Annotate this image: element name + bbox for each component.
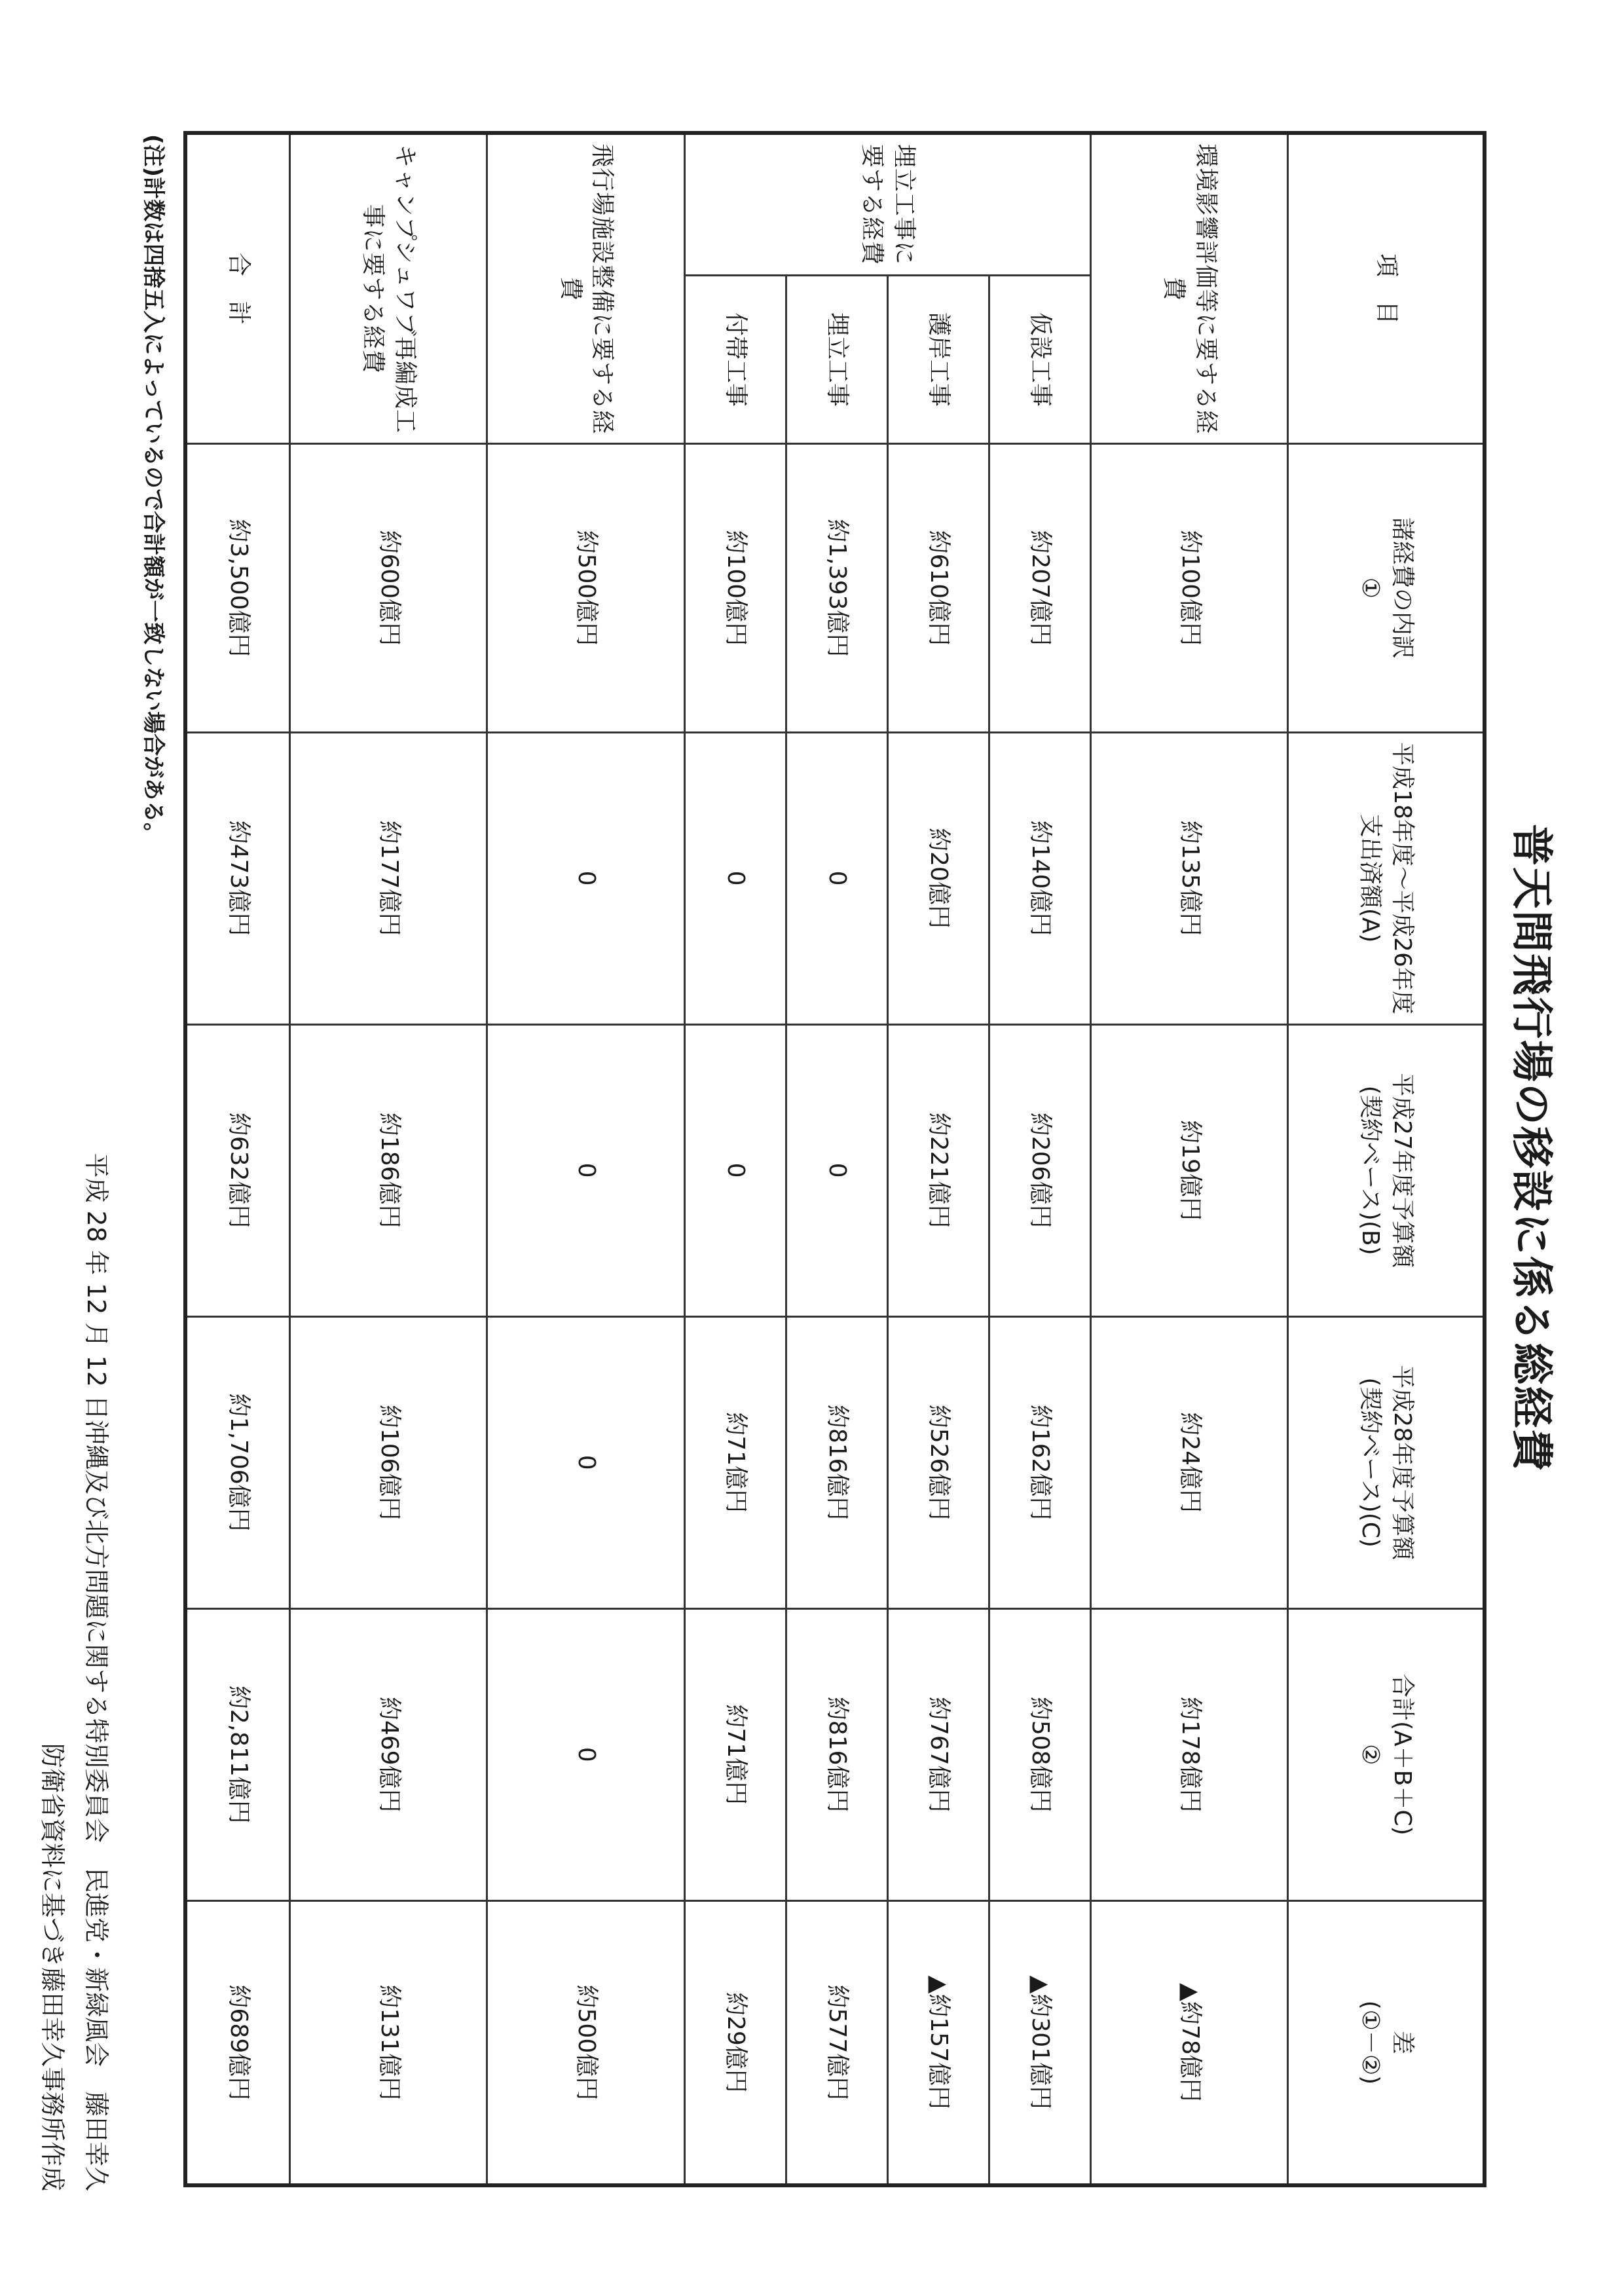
header-b-line1: 平成27年度予算額 (1388, 1073, 1416, 1268)
cell-env-diff: ▲約78億円 (1091, 1900, 1288, 2185)
table-row-sum (185, 133, 290, 2185)
cell-airfield-c: 0 (487, 1316, 684, 1608)
cell-airfield-total: 0 (487, 1608, 684, 1900)
header-c-line2: (契約ベース)(C) (1357, 1377, 1384, 1547)
source-line-author: 防衛省資料に基づき藤田幸久事務所作成 (38, 1743, 67, 2191)
header-total-line1: 合計(A＋B＋C) (1388, 1673, 1416, 1836)
cell-reclaim-c: 約816億円 (786, 1316, 887, 1608)
cell-schwab-a: 約177億円 (290, 732, 487, 1024)
table-row-airfield (487, 133, 684, 2185)
cell-airfield-breakdown: 約500億円 (487, 444, 684, 732)
cell-ancillary-b: 0 (684, 1024, 786, 1316)
cell-schwab-c: 約106億円 (290, 1316, 487, 1608)
cell-schwab-breakdown: 約600億円 (290, 444, 487, 732)
cell-seawall-breakdown: 約610億円 (887, 444, 989, 732)
cell-schwab-b: 約186億円 (290, 1024, 487, 1316)
cell-ancillary-a: 0 (684, 732, 786, 1024)
cell-reclaim-diff: 約577億円 (786, 1900, 887, 2185)
header-item: 項 目 (1288, 133, 1485, 444)
cell-sum-breakdown: 約3,500億円 (185, 444, 290, 732)
header-b-line2: (契約ベース)(B) (1357, 1085, 1384, 1255)
cell-temp-breakdown: 約207億円 (989, 444, 1091, 732)
row-label-sum: 合 計 (185, 133, 290, 444)
row-label-ancillary: 付帯工事 (684, 275, 786, 443)
header-diff-line2: (①－②) (1357, 2000, 1384, 2085)
row-label-temp: 仮設工事 (989, 275, 1091, 443)
cell-seawall-a: 約20億円 (887, 732, 989, 1024)
cell-reclaim-total: 約816億円 (786, 1608, 887, 1900)
cell-reclaim-b: 0 (786, 1024, 887, 1316)
cell-env-total: 約178億円 (1091, 1608, 1288, 1900)
table-row-reclaim (786, 133, 887, 2185)
table-row-env (1091, 133, 1288, 2185)
cell-sum-total: 約2,811億円 (185, 1608, 290, 1900)
header-a-line2: 支出済額(A) (1357, 813, 1384, 943)
cell-airfield-diff: 約500億円 (487, 1900, 684, 2185)
cell-ancillary-total: 約71億円 (684, 1608, 786, 1900)
header-diff (1288, 1900, 1485, 2185)
cell-temp-b: 約206億円 (989, 1024, 1091, 1316)
cell-seawall-c: 約526億円 (887, 1316, 989, 1608)
source-footer (31, 1153, 118, 2191)
row-label-schwab: キャンプシュワブ再編成工事に要する経費 (290, 133, 487, 444)
cell-env-b: 約19億円 (1091, 1024, 1288, 1316)
cell-airfield-b: 0 (487, 1024, 684, 1316)
header-c-line1: 平成28年度予算額 (1388, 1365, 1416, 1561)
cell-sum-diff: 約689億円 (185, 1900, 290, 2185)
row-label-airfield: 飛行場施設整備に要する経費 (487, 133, 684, 444)
cell-ancillary-c: 約71億円 (684, 1316, 786, 1608)
row-label-env: 環境影響評価等に要する経費 (1091, 133, 1288, 444)
cell-sum-b: 約632億円 (185, 1024, 290, 1316)
cell-sum-c: 約1,706億円 (185, 1316, 290, 1608)
table-row-ancillary (684, 133, 786, 2185)
cell-reclaim-breakdown: 約1,393億円 (786, 444, 887, 732)
row-label-reclaim: 埋立工事 (786, 275, 887, 443)
cell-sum-a: 約473億円 (185, 732, 290, 1024)
source-line-committee: 平成 28 年 12 月 12 日沖縄及び北方問題に関する特別委員会 民進党・新緑風会 藤田幸久 (82, 1153, 111, 2191)
row-label-seawall: 護岸工事 (887, 275, 989, 443)
row-group-landfill: 埋立工事に要する経費 (684, 133, 1091, 275)
header-row (1288, 133, 1485, 2185)
cell-temp-a: 約140億円 (989, 732, 1091, 1024)
cell-seawall-b: 約221億円 (887, 1024, 989, 1316)
header-diff-line1: 差 (1388, 2030, 1416, 2054)
header-a-line1: 平成18年度～平成26年度 (1388, 742, 1416, 1014)
cell-env-a: 約135億円 (1091, 732, 1288, 1024)
cell-temp-diff: ▲約301億円 (989, 1900, 1091, 2185)
cell-seawall-diff: ▲約157億円 (887, 1900, 989, 2185)
cell-schwab-total: 約469億円 (290, 1608, 487, 1900)
table-row-temp (989, 133, 1091, 2185)
cell-temp-c: 約162億円 (989, 1316, 1091, 1608)
cell-seawall-total: 約767億円 (887, 1608, 989, 1900)
cell-airfield-a: 0 (487, 732, 684, 1024)
cell-ancillary-breakdown: 約100億円 (684, 444, 786, 732)
header-c (1288, 1316, 1485, 1608)
table-row-seawall (887, 133, 989, 2185)
cell-reclaim-a: 0 (786, 732, 887, 1024)
header-breakdown-line1: 諸経費の内訳 (1388, 517, 1416, 659)
header-a (1288, 732, 1485, 1024)
header-b (1288, 1024, 1485, 1316)
header-breakdown-line2: ① (1357, 577, 1384, 599)
cell-env-breakdown: 約100億円 (1091, 444, 1288, 732)
header-breakdown (1288, 444, 1485, 732)
cost-table (183, 131, 1486, 2187)
cell-ancillary-diff: 約29億円 (684, 1900, 786, 2185)
cell-temp-total: 約508億円 (989, 1608, 1091, 1900)
document-title: 普天間飛行場の移設に係る総経費 (1507, 824, 1555, 1472)
header-total (1288, 1608, 1485, 1900)
header-total-line2: ② (1357, 1744, 1384, 1766)
footnote: (注)計数は四捨五入によっているので合計額が一致しない場合がある。 (140, 134, 166, 845)
cell-env-c: 約24億円 (1091, 1316, 1288, 1608)
table-row-schwab (290, 133, 487, 2185)
cell-schwab-diff: 約131億円 (290, 1900, 487, 2185)
